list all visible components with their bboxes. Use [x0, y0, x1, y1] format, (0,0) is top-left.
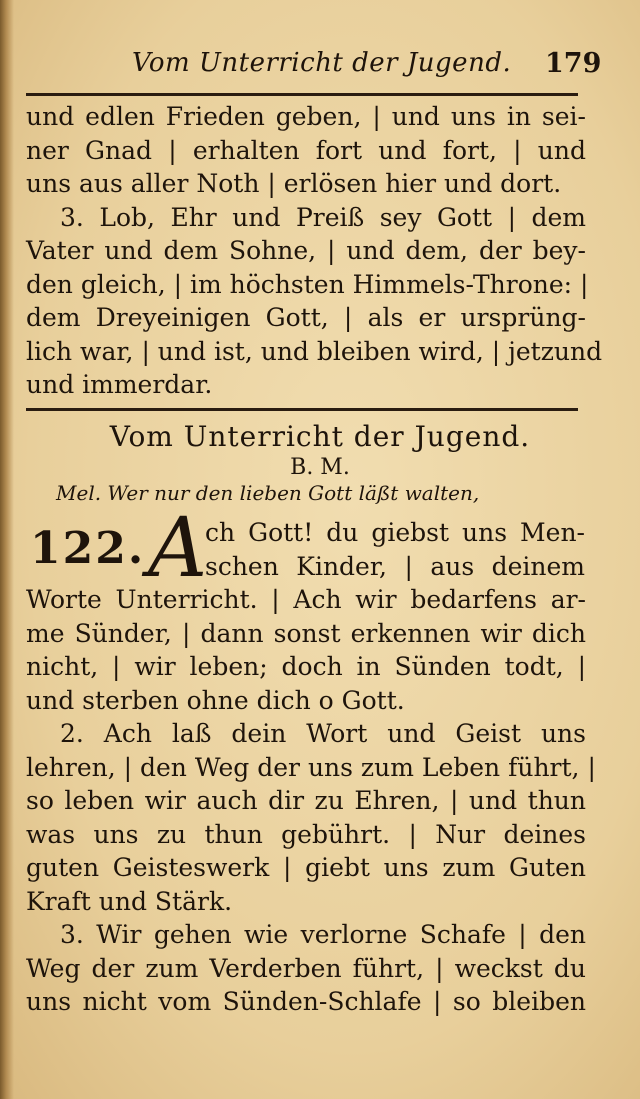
text-line: 2. Ach laß dein Wort und Geist uns [60, 719, 586, 748]
text-line: uns nicht vom Sünden-Schlafe | so bleiben [26, 987, 586, 1016]
header-rule [26, 93, 578, 96]
text-line: Kraft und Stärk. [26, 886, 233, 916]
running-title: Vom Unterricht der Jugend. [132, 48, 512, 78]
text-line: so leben wir auch dir zu Ehren, | und thun [26, 786, 586, 815]
text-line: schen Kinder, | aus deinem [205, 551, 585, 581]
drop-cap: A [148, 501, 208, 596]
author-mark: B. M. [290, 455, 350, 480]
melody-line: Mel. Wer nur den lieben Gott läßt walten, [56, 481, 480, 505]
section-heading: Vom Unterricht der Jugend. [109, 420, 531, 453]
text-line: 3. Wir gehen wie verlorne Schafe | den [60, 920, 586, 949]
text-line: und edlen Frieden geben, | und uns in sei- [26, 102, 586, 131]
text-line: me Sünder, | dann sonst erkennen wir dich [26, 618, 586, 648]
text-line: Worte Unterricht. | Ach wir bedarfens ar- [26, 585, 586, 614]
text-line: Weg der zum Verderben führt, | weckst du [26, 953, 586, 983]
page-edge-shadow [0, 0, 14, 1099]
section-rule [26, 408, 578, 411]
verse-block-top [26, 100, 603, 402]
text-line: nicht, | wir leben; doch in Sünden todt, | [26, 652, 586, 681]
page-number: 179 [545, 48, 602, 79]
text-line: und sterben ohne dich o Gott. [26, 685, 405, 715]
hymn-body [26, 583, 596, 1019]
text-line: Vater und dem Sohne, | und dem, der bey- [26, 236, 586, 265]
text-line: guten Geisteswerk | giebt uns zum Guten [26, 853, 586, 882]
text-line: was uns zu thun gebührt. | Nur deines [26, 819, 586, 849]
text-line: dem Dreyeinigen Gott, | als er ursprüng- [26, 303, 586, 332]
text-line: den gleich, | im höchsten Himmels-Throne: | [26, 269, 589, 299]
text-line: ner Gnad | erhalten fort und fort, | und [26, 135, 586, 165]
hymn-first-lines [205, 516, 585, 583]
text-line: lehren, | den Weg der uns zum Leben führt, | [26, 752, 596, 782]
text-line: lich war, | und ist, und bleiben wird, | jetzund [26, 336, 603, 366]
hymn-number: 122. [30, 523, 146, 574]
text-line: uns aus aller Noth | erlösen hier und dort. [26, 169, 562, 198]
running-head [0, 48, 640, 88]
text-line: ch Gott! du giebst uns Men- [205, 518, 585, 547]
text-line: 3. Lob, Ehr und Preiß sey Gott | dem [60, 202, 586, 232]
text-line: und immerdar. [26, 370, 213, 399]
